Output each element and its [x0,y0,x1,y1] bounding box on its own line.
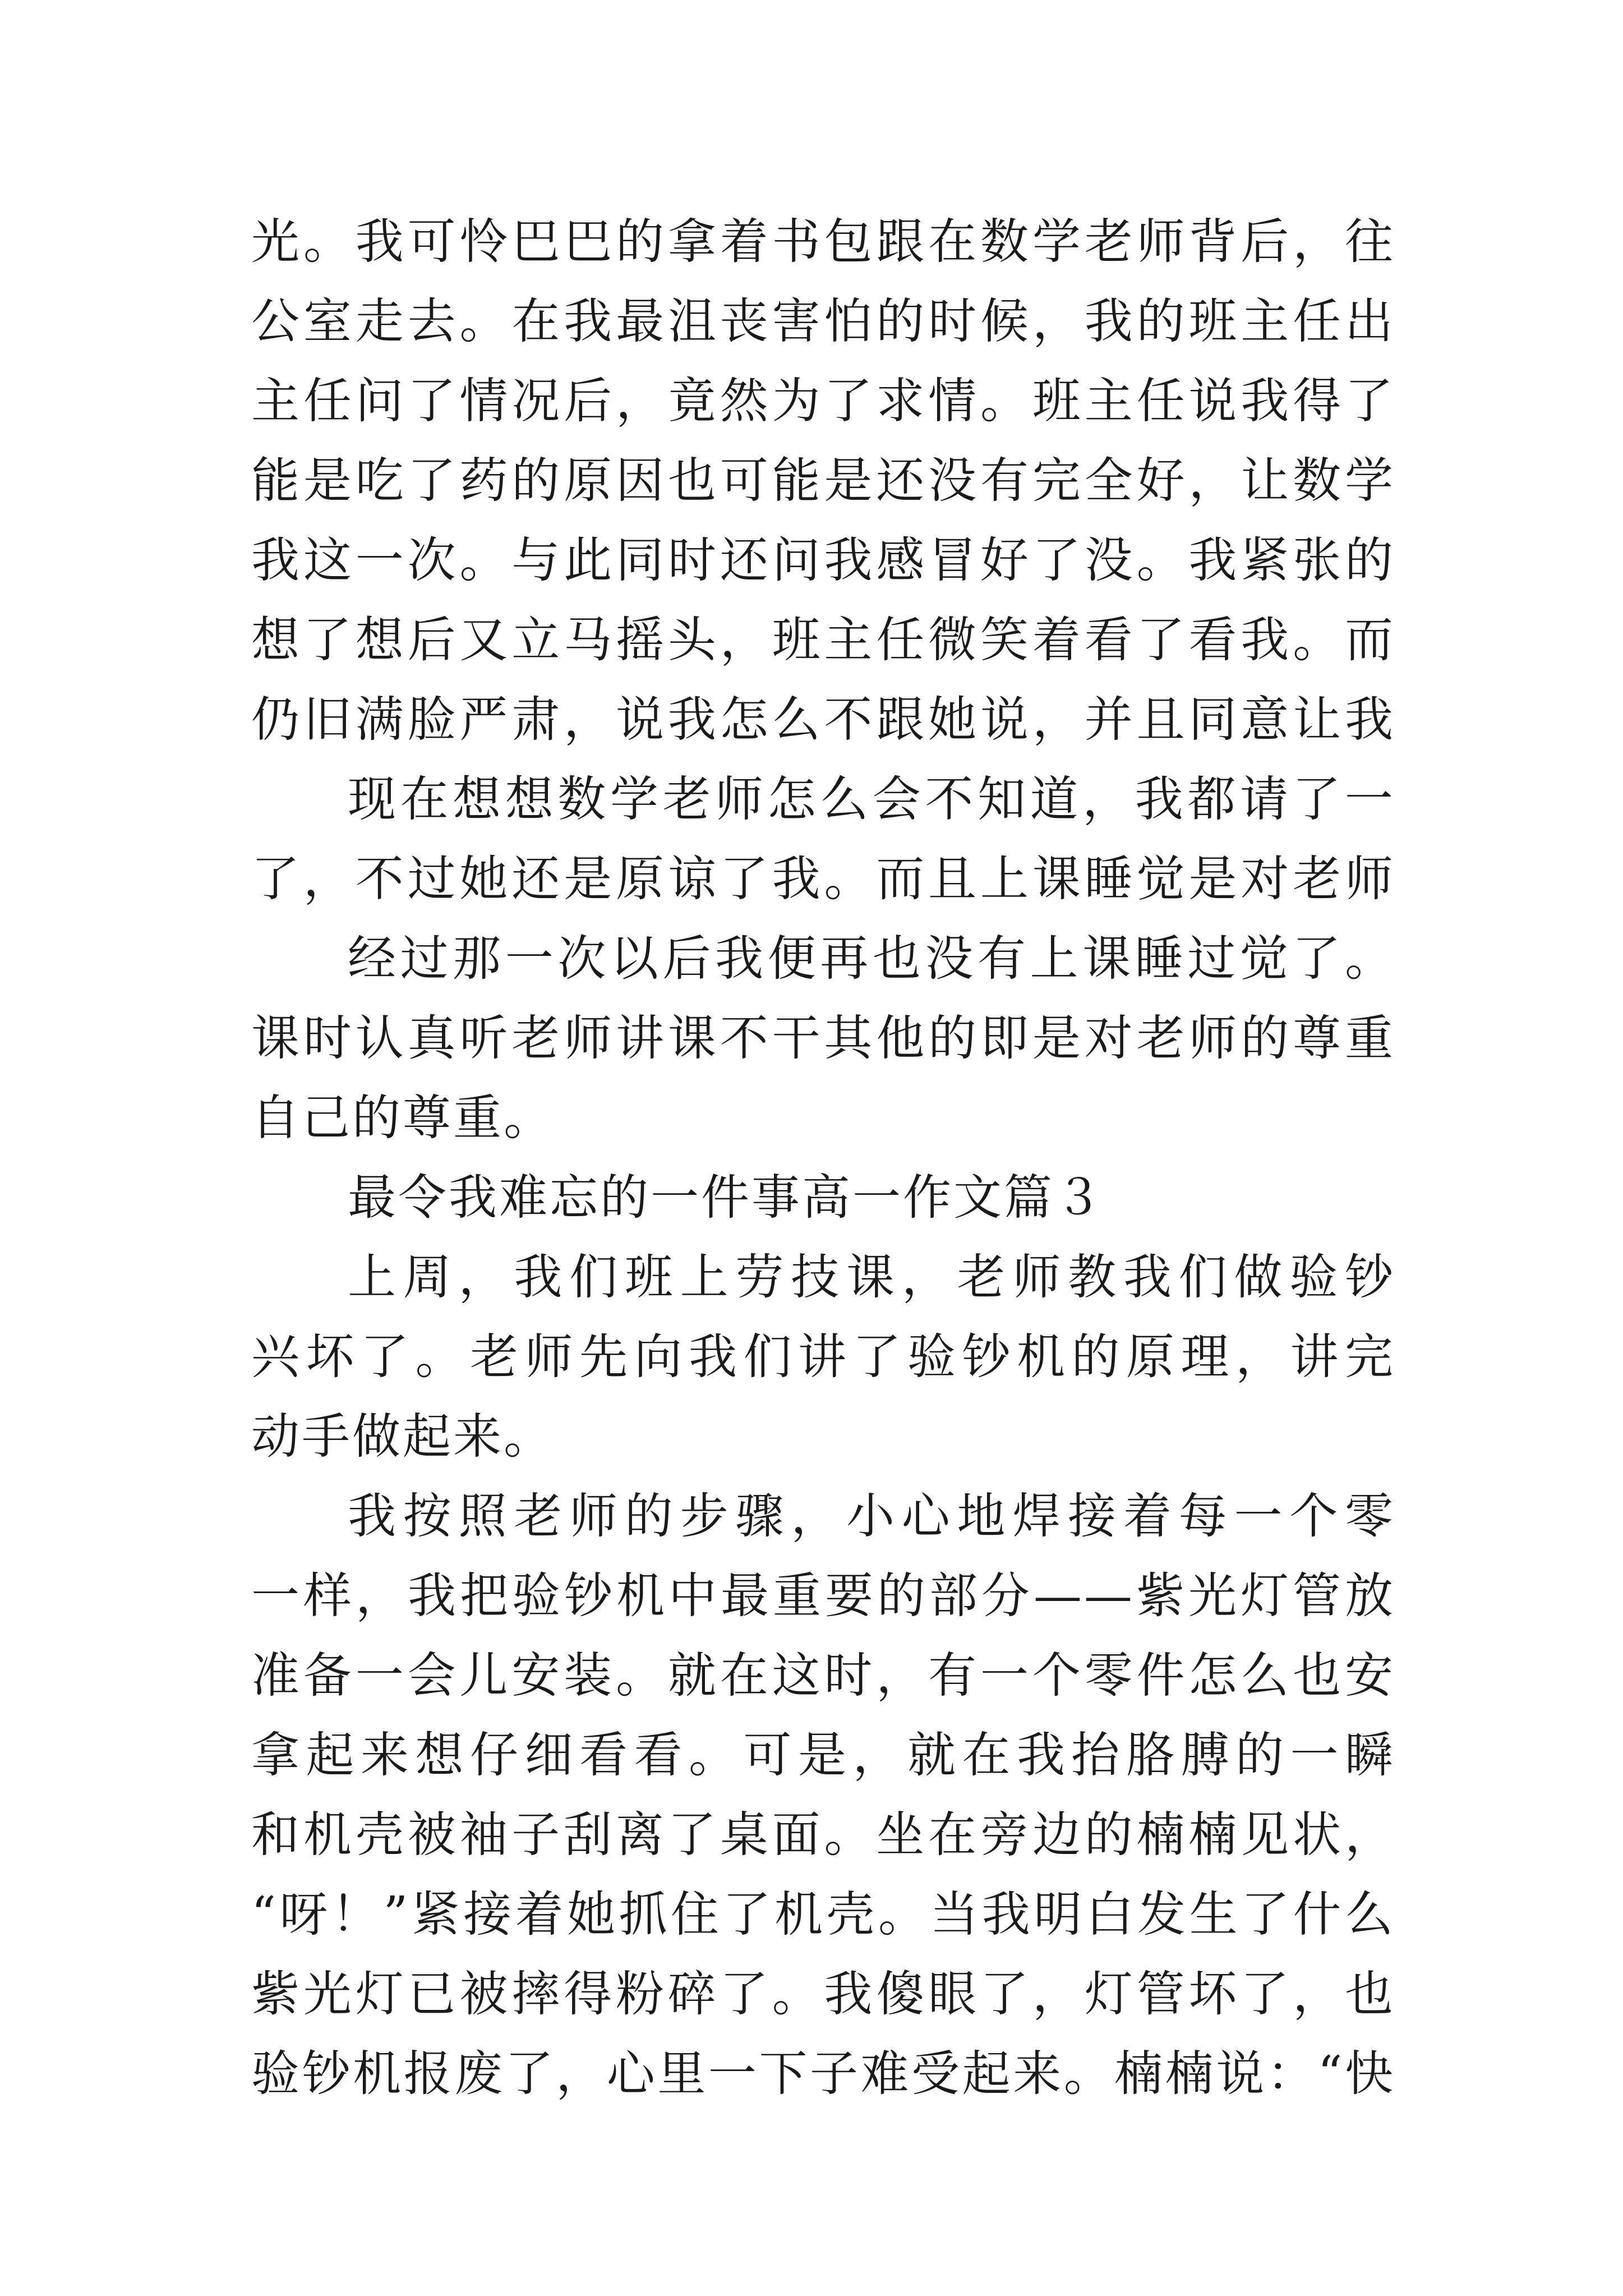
text-line: 课时认真听老师讲课不干其他的即是对老师的尊重 [251,1010,1395,1066]
text-line: “呀！”紧接着她抓住了机壳。当我明白发生了什么 [251,1887,1395,1943]
text-line: 想了想后又立马摇头，班主任微笑着看了看我。而 [251,612,1395,668]
text-line: 我这一次。与此同时还问我感冒好了没。我紧张的 [251,532,1395,588]
text-line: 一样，我把验钞机中最重要的部分——紫光灯管放 [251,1568,1395,1624]
paragraph-start-line: 经过那一次以后我便再也没有上课睡过觉了。 [348,931,1395,987]
text-line: 拿起来想仔细看看。可是，就在我抬胳膊的一瞬 [251,1727,1395,1783]
paragraph-start-line: 我按照老师的步骤，小心地焊接着每一个零 [348,1488,1395,1544]
text-line: 能是吃了药的原因也可能是还没有完全好，让数学 [251,453,1395,509]
paragraph-start-line: 现在想想数学老师怎么会不知道，我都请了一 [348,771,1395,827]
text-line: 光。我可怜巴巴的拿着书包跟在数学老师背后，往 [251,214,1395,270]
text-line: 仍旧满脸严肃，说我怎么不跟她说，并且同意让我 [251,692,1395,748]
text-line: 和机壳被袖子刮离了桌面。坐在旁边的楠楠见状， [251,1807,1395,1863]
text-line: 动手做起来。 [251,1409,554,1465]
text-line: 自己的尊重。 [251,1090,554,1146]
text-line: 了，不过她还是原谅了我。而且上课睡觉是对老师 [251,851,1395,907]
text-line: 验钞机报废了，心里一下子难受起来。楠楠说：“快 [251,2046,1395,2102]
text-line: 准备一会儿安装。就在这时，有一个零件怎么也安 [251,1648,1395,1704]
text-line: 紫光灯已被摔得粉碎了。我傻眼了，灯管坏了，也 [251,1966,1395,2022]
text-line: 主任问了情况后，竟然为了求情。班主任说我得了 [251,373,1395,429]
paragraph-start-line: 上周，我们班上劳技课，老师教我们做验钞 [348,1249,1395,1305]
section-heading: 最令我难忘的一件事高一作文篇３ [348,1170,1105,1226]
text-line: 兴坏了。老师先向我们讲了验钞机的原理，讲完 [251,1329,1395,1385]
text-line: 公室走去。在我最沮丧害怕的时候，我的班主任出 [251,293,1395,349]
document-body [251,202,1395,2114]
